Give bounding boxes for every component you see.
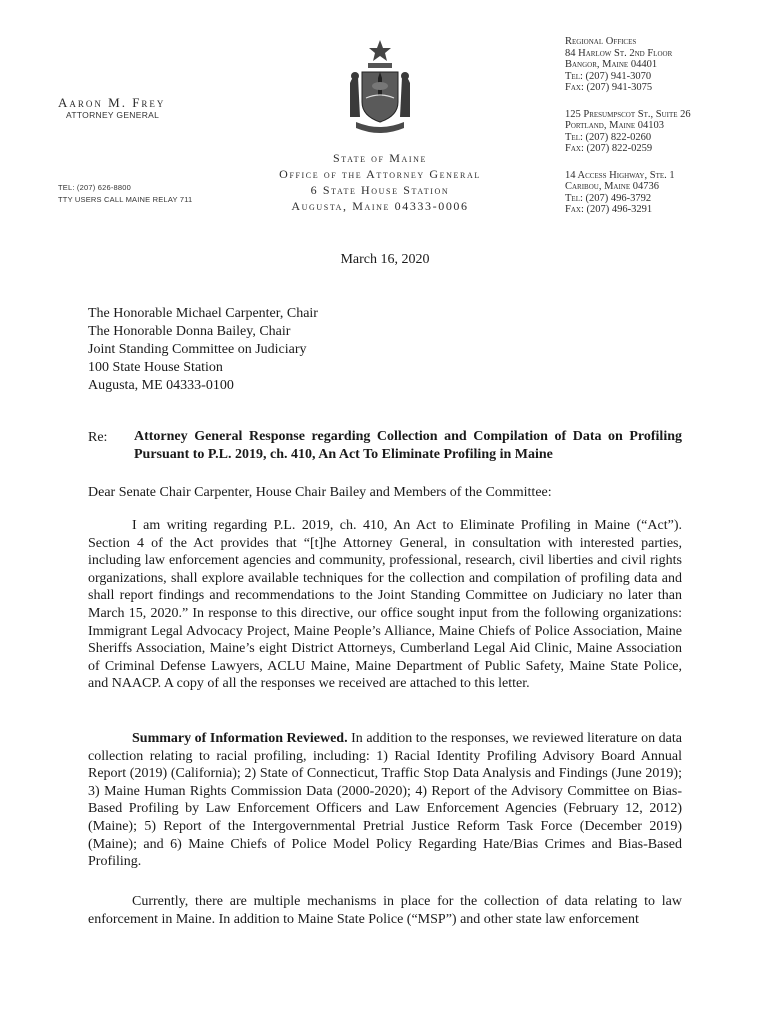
regional-line: Portland, Maine 04103 bbox=[565, 120, 665, 131]
regional-office-bangor bbox=[565, 36, 765, 94]
paragraph-text: I am writing regarding P.L. 2019, ch. 410, An Act to Eliminate Profiling in Maine (“Act”). Section 4 of the Act provides that “[t]he Attorney General, in consultation with interested parties, including law enforcement agencies and community, professional, research, civil liberties and civil rights organizations, shall explore available techniques for the collection and compilation of profiling data and shall report findings and recommendations to the Joint Standing Committee on Judiciary no later than March 15, 2020.” In response to this directive, our office sought input from the following organizations: Immigrant Legal Advocacy Project, Maine People’s Alliance, Maine Chiefs of Police Association, Maine Sheriffs Association, Maine’s eight District Attorneys, Cumberland Legal Aid Clinic, Maine Association of Criminal Defense Lawyers, ACLU Maine, Maine Department of Public Safety, Maine State Police, and NAACP. A copy of all the responses we received are attached to this letter. bbox=[88, 518, 682, 692]
regional-office-caribou bbox=[565, 170, 765, 216]
office-city: Augusta, Maine 04333-0006 bbox=[291, 199, 469, 213]
office-state: State of Maine bbox=[333, 151, 427, 165]
regional-heading: Regional Offices bbox=[565, 36, 637, 47]
body-paragraph bbox=[88, 517, 682, 693]
office-name: Office of the Attorney General bbox=[279, 167, 481, 181]
office-block bbox=[240, 150, 520, 214]
paragraph-text: Currently, there are multiple mechanisms in place for the collection of data relating to law enforcement in Maine. In addition to Maine State Police (“MSP”) and other state law enforcement bbox=[88, 894, 682, 927]
regional-line: Caribou, Maine 04736 bbox=[565, 181, 660, 192]
attorney-name: Aaron M. Frey bbox=[58, 95, 166, 110]
paragraph-heading: Summary of Information Reviewed. bbox=[132, 731, 348, 746]
contact-block bbox=[58, 182, 192, 206]
paragraph-text: In addition to the responses, we reviewed literature on data collection relating to racial profiling, including: 1) Racial Identity Profiling Advisory Board Annual Report (2019) (California); 2) State of Connecticut, Traffic Stop Data Analysis and Findings (June 2019); 3) Maine Human Rights Commission Data (2000-2020); 4) Report of the Advisory Committee on Bias-Based Profiling by Law Enforcement Officers and Law Enforcement Agencies (February 12, 2012) (Maine); 5) Report of the Intergovernmental Pretrial Justice Reform Task Force (December 2019) (Maine); and 6) Maine Chiefs of Police Model Policy Regarding Hate/Bias Crimes and Bias-Based Profiling. bbox=[88, 731, 683, 870]
body-paragraph bbox=[88, 893, 682, 928]
letter-date: March 16, 2020 bbox=[340, 252, 430, 267]
regional-line: Fax: (207) 941-3075 bbox=[565, 82, 653, 93]
address-line: The Honorable Donna Bailey, Chair bbox=[88, 324, 291, 339]
office-station: 6 State House Station bbox=[310, 183, 450, 197]
regional-line: 125 Presumpscot St., Suite 26 bbox=[565, 108, 691, 120]
regional-line: Tel: (207) 822-0260 bbox=[565, 131, 652, 143]
regional-line: Bangor, Maine 04401 bbox=[565, 59, 658, 70]
tty-relay: TTY USERS CALL MAINE RELAY 711 bbox=[58, 195, 193, 204]
regional-office-portland bbox=[565, 109, 765, 155]
re-label: Re: bbox=[88, 430, 108, 445]
regional-line: Tel: (207) 496-3792 bbox=[565, 192, 652, 204]
address-line: Augusta, ME 04333-0100 bbox=[88, 378, 234, 393]
salutation: Dear Senate Chair Carpenter, House Chair Bailey and Members of the Committee: bbox=[88, 485, 552, 500]
attorney-title: ATTORNEY GENERAL bbox=[66, 110, 160, 120]
regional-line: Fax: (207) 822-0259 bbox=[565, 143, 653, 154]
regional-line: 84 Harlow St. 2nd Floor bbox=[565, 47, 673, 59]
subject-line: Attorney General Response regarding Collection and Compilation of Data on Profiling Pursuant to P.L. 2019, ch. 410, An Act To Eliminate Profiling in Maine bbox=[134, 429, 682, 462]
address-line: Joint Standing Committee on Judiciary bbox=[88, 342, 307, 357]
address-line: The Honorable Michael Carpenter, Chair bbox=[88, 306, 318, 321]
regional-line: Tel: (207) 941-3070 bbox=[565, 70, 652, 82]
telephone: TEL: (207) 626-8800 bbox=[58, 183, 132, 192]
recipient-address bbox=[88, 305, 318, 395]
address-line: 100 State House Station bbox=[88, 360, 223, 375]
body-paragraph bbox=[88, 730, 682, 871]
regional-line: Fax: (207) 496-3291 bbox=[565, 204, 653, 215]
regional-line: 14 Access Highway, Ste. 1 bbox=[565, 169, 675, 181]
regional-offices bbox=[565, 36, 765, 231]
state-seal-icon bbox=[340, 38, 420, 138]
